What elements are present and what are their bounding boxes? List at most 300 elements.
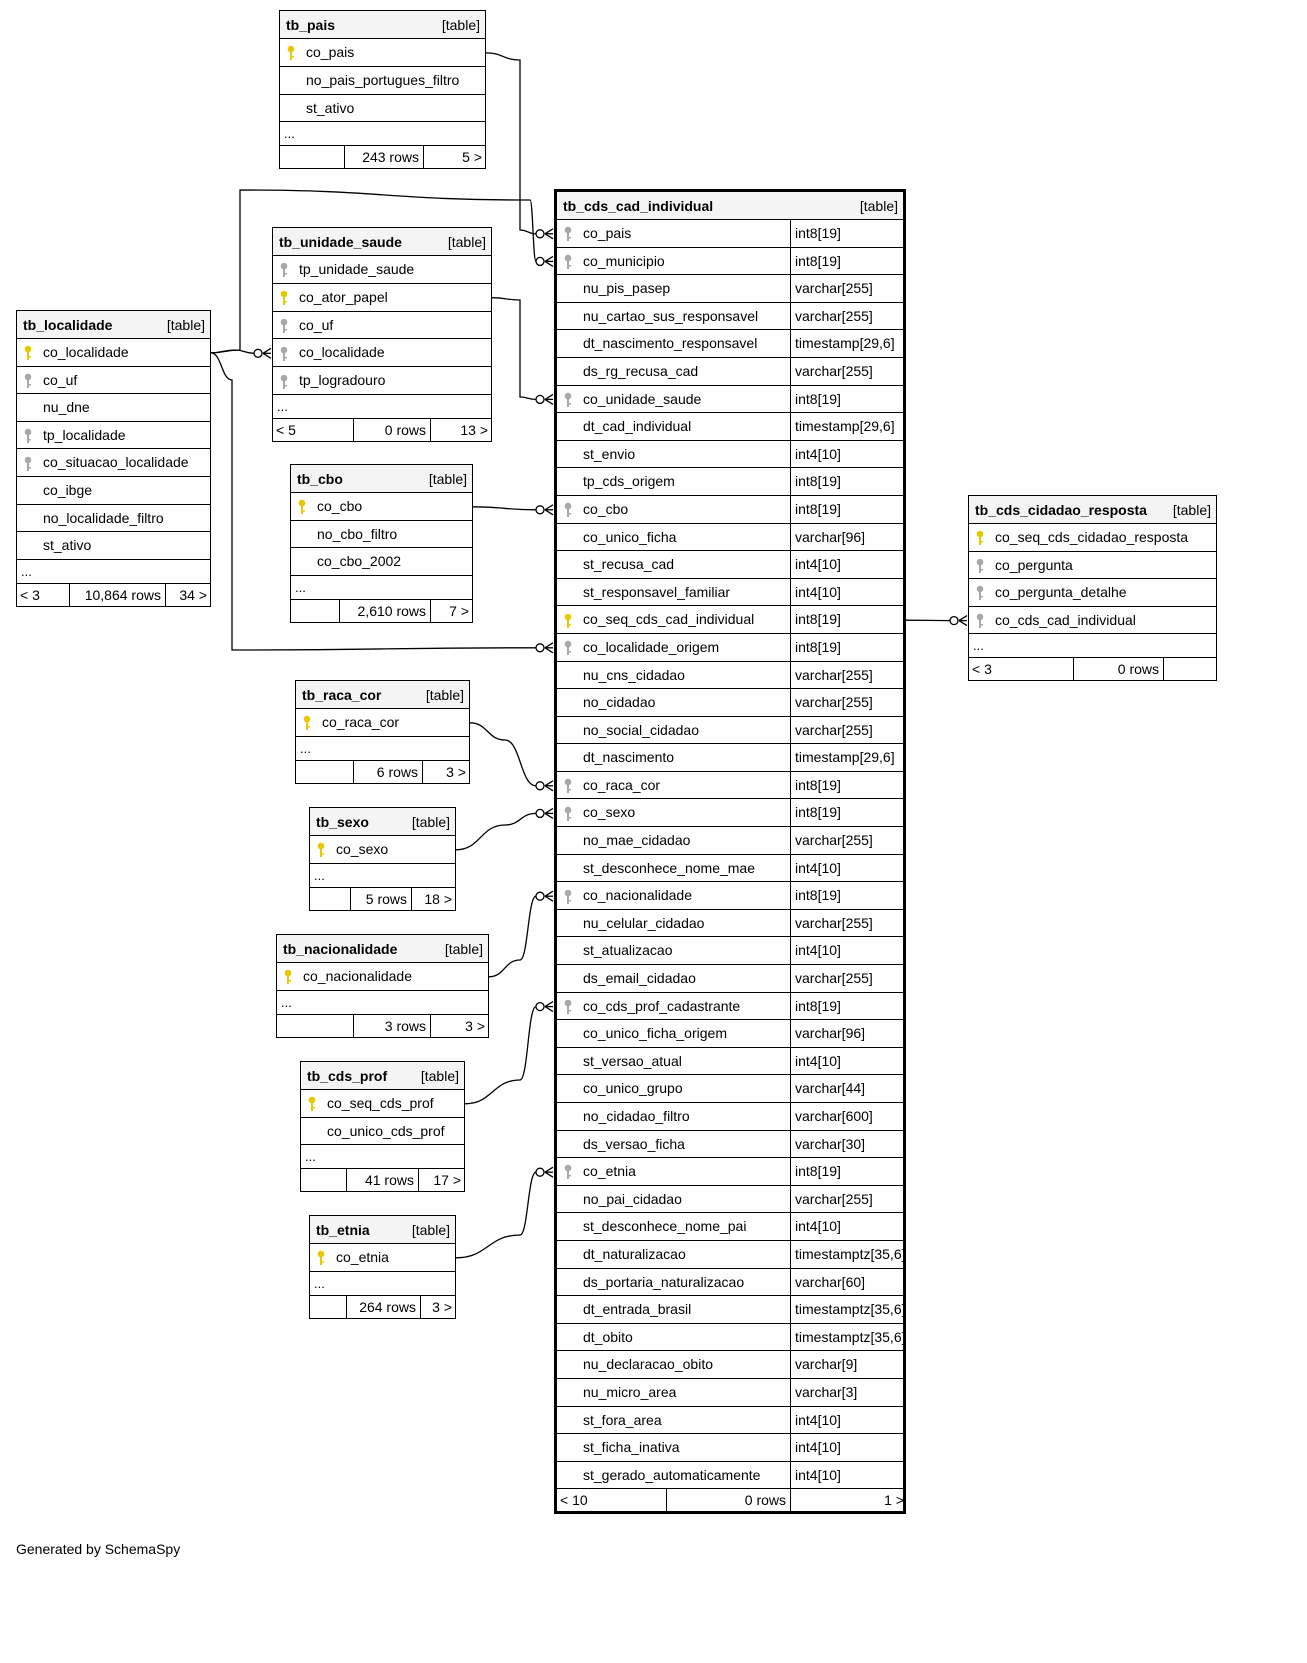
table-type-tag: [table] <box>441 17 480 33</box>
column-name: co_etnia <box>336 1249 389 1265</box>
column-row[interactable] <box>291 521 472 549</box>
column-name: co_seq_cds_cad_individual <box>583 611 755 628</box>
column-name: co_cbo <box>583 500 629 517</box>
children-link[interactable]: 18 > <box>411 888 457 910</box>
column-row[interactable] <box>17 532 210 560</box>
foreign-key-icon <box>280 261 288 278</box>
column-row[interactable] <box>557 468 903 496</box>
column-row[interactable] <box>557 1103 903 1131</box>
column-name: co_uf <box>299 316 334 333</box>
column-name: dt_nascimento_responsavel <box>583 335 758 352</box>
column-row[interactable] <box>557 1296 906 1324</box>
more-columns[interactable] <box>277 991 488 1015</box>
column-row[interactable] <box>557 413 903 441</box>
column-name: ds_email_cidadao <box>583 970 696 987</box>
column-row[interactable] <box>291 548 472 576</box>
primary-key-icon <box>303 714 311 731</box>
table-tb-localidade[interactable] <box>16 310 211 607</box>
column-name: tp_localidade <box>43 426 126 443</box>
column-type: varchar[255] <box>790 358 873 385</box>
column-row[interactable] <box>557 634 903 662</box>
crows-foot-icon <box>536 229 553 239</box>
column-row[interactable] <box>273 256 491 284</box>
column-row[interactable] <box>969 579 1216 607</box>
column-name: co_localidade_origem <box>583 638 720 655</box>
ellipsis: ... <box>305 1149 316 1165</box>
column-row[interactable] <box>557 303 903 331</box>
column-row[interactable] <box>273 367 491 395</box>
column-row[interactable] <box>557 772 903 800</box>
table-tb-raca-cor[interactable] <box>295 680 470 784</box>
column-name: nu_cns_cidadao <box>583 666 685 683</box>
column-row[interactable] <box>557 1186 903 1214</box>
column-name: co_uf <box>43 371 78 388</box>
parents-link[interactable] <box>291 600 339 622</box>
column-row[interactable] <box>557 937 903 965</box>
column-name: co_seq_cds_prof <box>327 1095 434 1111</box>
column-type: varchar[255] <box>790 965 873 992</box>
children-link[interactable] <box>1163 658 1218 680</box>
column-row[interactable] <box>557 1241 906 1269</box>
column-name: co_raca_cor <box>583 776 661 793</box>
column-type: varchar[9] <box>790 1351 857 1378</box>
children-link[interactable]: 5 > <box>423 146 487 168</box>
column-name: co_cbo_2002 <box>317 553 402 570</box>
column-name: ds_portaria_naturalizacao <box>583 1273 745 1290</box>
table-name[interactable]: tb_cds_prof <box>307 1068 388 1084</box>
table-type-tag: [table] <box>428 471 467 487</box>
column-name: no_mae_cidadao <box>583 832 691 849</box>
table-name[interactable]: tb_cds_cad_individual <box>563 198 714 214</box>
children-link[interactable]: 17 > <box>418 1169 466 1191</box>
column-row[interactable] <box>557 882 903 910</box>
table-footer <box>557 1489 903 1511</box>
primary-key-icon <box>317 1249 325 1266</box>
table-type-tag: [table] <box>444 941 483 957</box>
column-row[interactable] <box>557 1075 903 1103</box>
column-row[interactable] <box>280 95 485 123</box>
column-row[interactable] <box>969 552 1216 580</box>
column-row[interactable] <box>557 827 903 855</box>
relationship-line <box>456 813 536 849</box>
column-type: timestamptz[35,6] <box>790 1324 906 1351</box>
column-row[interactable] <box>17 367 210 395</box>
column-row[interactable] <box>310 836 455 864</box>
ellipsis: ... <box>973 638 984 654</box>
column-name: co_localidade <box>43 344 129 360</box>
foreign-key-icon <box>564 225 572 242</box>
crows-foot-icon <box>536 643 553 653</box>
column-name: no_cidadao <box>583 694 656 711</box>
column-row[interactable] <box>557 1379 903 1407</box>
column-name: dt_naturalizacao <box>583 1245 686 1262</box>
table-header <box>280 11 485 39</box>
ellipsis: ... <box>277 398 288 414</box>
column-row[interactable] <box>557 606 903 634</box>
column-type: timestamp[29,6] <box>790 330 895 357</box>
ellipsis: ... <box>281 994 292 1010</box>
column-name: dt_nascimento <box>583 749 675 766</box>
more-columns[interactable] <box>273 395 491 419</box>
row-count: 41 rows <box>346 1169 418 1191</box>
table-name[interactable]: tb_unidade_saude <box>279 234 402 250</box>
column-name: no_cbo_filtro <box>317 525 398 542</box>
crows-foot-icon <box>536 808 553 818</box>
column-type: timestamp[29,6] <box>790 744 895 771</box>
column-row[interactable] <box>557 689 903 717</box>
crows-foot-icon <box>950 616 967 626</box>
column-type: int8[19] <box>790 772 841 799</box>
column-row[interactable] <box>273 284 491 312</box>
relationship-line <box>211 350 254 353</box>
table-tb-cds-cidadao-resposta[interactable] <box>968 495 1217 681</box>
row-count: 0 rows <box>353 419 430 441</box>
column-row[interactable] <box>557 910 903 938</box>
primary-key-icon <box>308 1095 316 1112</box>
row-count: 2,610 rows <box>339 600 430 622</box>
children-link[interactable]: 7 > <box>430 600 474 622</box>
table-name[interactable]: tb_raca_cor <box>302 687 382 703</box>
crows-foot-icon <box>254 348 271 358</box>
column-row[interactable] <box>557 993 903 1021</box>
parents-link[interactable] <box>277 1015 353 1037</box>
column-type: timestamptz[35,6] <box>790 1296 906 1323</box>
column-row[interactable] <box>273 312 491 340</box>
column-row[interactable] <box>557 1020 903 1048</box>
parents-link[interactable] <box>310 1296 346 1318</box>
column-row[interactable] <box>17 339 210 367</box>
table-name[interactable]: tb_etnia <box>316 1222 370 1238</box>
column-row[interactable] <box>557 1158 903 1186</box>
primary-key-icon <box>317 841 325 858</box>
parents-link[interactable]: < 3 <box>972 661 992 678</box>
column-row[interactable] <box>296 709 469 737</box>
column-row[interactable] <box>557 248 903 276</box>
column-type: int8[19] <box>790 386 841 413</box>
primary-key-icon <box>284 968 292 985</box>
column-name: co_pergunta_detalhe <box>995 584 1127 601</box>
children-link[interactable]: 3 > <box>420 1296 457 1318</box>
column-name: co_ator_papel <box>299 288 388 305</box>
column-row[interactable] <box>557 799 903 827</box>
table-tb-cbo[interactable] <box>290 464 473 623</box>
parents-link[interactable]: < 10 <box>560 1492 588 1509</box>
column-type: int8[19] <box>790 220 841 247</box>
column-row[interactable] <box>557 1407 903 1435</box>
column-type: int4[10] <box>790 551 841 578</box>
ellipsis: ... <box>300 740 311 756</box>
table-type-tag: [table] <box>166 317 205 333</box>
primary-key-icon <box>287 44 295 61</box>
column-row[interactable] <box>969 524 1216 552</box>
column-row[interactable] <box>557 717 903 745</box>
parents-link[interactable] <box>280 146 344 168</box>
column-type: varchar[30] <box>790 1131 865 1158</box>
column-name: no_localidade_filtro <box>43 509 164 526</box>
relationship-line <box>473 507 536 510</box>
column-type: int4[10] <box>790 1213 841 1240</box>
column-type: int4[10] <box>790 937 841 964</box>
column-row[interactable] <box>557 551 903 579</box>
more-columns[interactable] <box>17 560 210 584</box>
foreign-key-icon <box>280 317 288 334</box>
column-row[interactable] <box>557 1462 903 1490</box>
column-name: co_pais <box>306 44 355 60</box>
table-footer <box>296 761 469 783</box>
table-footer <box>291 600 472 622</box>
column-row[interactable] <box>557 358 903 386</box>
column-name: co_unico_ficha_origem <box>583 1025 727 1042</box>
column-type: varchar[255] <box>790 717 873 744</box>
column-type: int8[19] <box>790 882 841 909</box>
parents-link[interactable] <box>296 761 353 783</box>
column-name: co_unico_cds_prof <box>327 1122 445 1139</box>
row-count: 0 rows <box>1073 658 1163 680</box>
foreign-key-icon <box>280 373 288 390</box>
column-type: varchar[255] <box>790 275 873 302</box>
foreign-key-icon <box>564 639 572 656</box>
column-row[interactable] <box>17 477 210 505</box>
column-type: int4[10] <box>790 855 841 882</box>
table-footer <box>969 658 1216 680</box>
table-tb-pais[interactable] <box>279 10 486 169</box>
column-row[interactable] <box>557 1434 903 1462</box>
column-row[interactable] <box>557 330 903 358</box>
primary-key-icon <box>280 289 288 306</box>
table-name[interactable]: tb_cbo <box>297 471 343 487</box>
table-tb-nacionalidade[interactable] <box>276 934 489 1038</box>
column-row[interactable] <box>969 607 1216 635</box>
ellipsis: ... <box>314 867 325 883</box>
relationship-line <box>489 896 536 977</box>
column-row[interactable] <box>557 1213 903 1241</box>
relationship-line <box>456 1172 536 1258</box>
parents-link[interactable]: < 3 <box>20 586 40 603</box>
column-name: st_ativo <box>306 99 355 116</box>
table-footer <box>280 146 485 168</box>
crows-foot-icon <box>536 505 553 515</box>
column-row[interactable] <box>557 1269 903 1297</box>
column-row[interactable] <box>17 394 210 422</box>
column-row[interactable] <box>557 1131 903 1159</box>
column-name: co_pergunta <box>995 556 1073 573</box>
column-name: co_cds_prof_cadastrante <box>583 997 741 1014</box>
column-name: dt_cad_individual <box>583 418 692 435</box>
table-type-tag: [table] <box>425 687 464 703</box>
table-footer <box>301 1169 464 1191</box>
column-type: int8[19] <box>790 993 841 1020</box>
column-name: st_envio <box>583 445 636 462</box>
foreign-key-icon <box>976 557 984 574</box>
column-type: int8[19] <box>790 248 841 275</box>
table-name[interactable]: tb_sexo <box>316 814 369 830</box>
column-row[interactable] <box>301 1118 464 1146</box>
column-name: co_cbo <box>317 498 363 514</box>
column-row[interactable] <box>280 67 485 95</box>
column-row[interactable] <box>557 1351 903 1379</box>
crows-foot-icon <box>536 891 553 901</box>
column-row[interactable] <box>17 422 210 450</box>
crows-foot-icon <box>536 256 553 266</box>
foreign-key-icon <box>24 455 32 472</box>
table-footer <box>310 888 455 910</box>
column-name: co_raca_cor <box>322 714 400 730</box>
column-row[interactable] <box>557 662 903 690</box>
column-row[interactable] <box>557 496 903 524</box>
column-type: varchar[60] <box>790 1269 865 1296</box>
column-row[interactable] <box>557 1324 906 1352</box>
table-tb-unidade-saude[interactable] <box>272 227 492 442</box>
table-footer <box>277 1015 488 1037</box>
column-row[interactable] <box>280 39 485 67</box>
parents-link[interactable]: < 5 <box>276 421 296 438</box>
column-row[interactable] <box>557 441 903 469</box>
column-type: varchar[255] <box>790 662 873 689</box>
children-link[interactable]: 3 > <box>430 1015 490 1037</box>
relationship-line <box>486 53 536 234</box>
table-footer <box>17 584 210 606</box>
row-count: 10,864 rows <box>69 584 165 606</box>
column-row[interactable] <box>291 493 472 521</box>
primary-key-icon <box>976 529 984 546</box>
column-row[interactable] <box>301 1090 464 1118</box>
column-type: timestamp[29,6] <box>790 413 895 440</box>
column-row[interactable] <box>557 524 903 552</box>
column-type: int4[10] <box>790 1048 841 1075</box>
table-tb-etnia[interactable] <box>309 1215 456 1319</box>
column-name: nu_declaracao_obito <box>583 1356 713 1373</box>
column-type: varchar[96] <box>790 524 865 551</box>
ellipsis: ... <box>284 126 295 142</box>
foreign-key-icon <box>280 345 288 362</box>
column-row[interactable] <box>310 1244 455 1272</box>
column-type: varchar[255] <box>790 303 873 330</box>
column-name: st_responsavel_familiar <box>583 583 731 600</box>
column-type: int8[19] <box>790 799 841 826</box>
row-count: 6 rows <box>353 761 422 783</box>
column-name: st_fora_area <box>583 1411 662 1428</box>
column-row[interactable] <box>557 965 903 993</box>
table-type-tag: [table] <box>420 1068 459 1084</box>
table-header <box>273 228 491 256</box>
parents-link[interactable] <box>301 1169 346 1191</box>
more-columns[interactable] <box>310 1272 455 1296</box>
table-header <box>291 465 472 493</box>
table-name[interactable]: tb_pais <box>286 17 336 33</box>
crows-foot-icon <box>536 781 553 791</box>
column-type: varchar[255] <box>790 689 873 716</box>
foreign-key-icon <box>564 391 572 408</box>
column-type: varchar[44] <box>790 1075 865 1102</box>
column-row[interactable] <box>273 339 491 367</box>
table-type-tag: [table] <box>1172 502 1211 518</box>
table-header <box>296 681 469 709</box>
column-type: int4[10] <box>790 441 841 468</box>
more-columns[interactable] <box>291 576 472 600</box>
column-type: int8[19] <box>790 468 841 495</box>
column-name: dt_obito <box>583 1328 633 1345</box>
column-row[interactable] <box>17 449 210 477</box>
table-tb-sexo[interactable] <box>309 807 456 911</box>
column-name: co_situacao_localidade <box>43 454 189 471</box>
column-type: int8[19] <box>790 496 841 523</box>
column-name: dt_entrada_brasil <box>583 1301 692 1318</box>
relationship-line <box>470 723 536 786</box>
column-name: co_nacionalidade <box>303 968 412 984</box>
column-type: int4[10] <box>790 579 841 606</box>
more-columns[interactable] <box>296 737 469 761</box>
primary-key-icon <box>564 612 572 629</box>
children-link[interactable]: 3 > <box>422 761 471 783</box>
column-name: co_ibge <box>43 481 93 498</box>
table-tb-cds-prof[interactable] <box>300 1061 465 1192</box>
column-name: st_recusa_cad <box>583 556 675 573</box>
column-name: nu_cartao_sus_responsavel <box>583 307 759 324</box>
row-count: 5 rows <box>350 888 411 910</box>
generator-credit: Generated by SchemaSpy <box>16 1541 181 1557</box>
foreign-key-icon <box>564 805 572 822</box>
children-link[interactable]: 34 > <box>165 584 212 606</box>
more-columns[interactable] <box>280 122 485 146</box>
more-columns[interactable] <box>301 1145 464 1169</box>
column-row[interactable] <box>557 220 903 248</box>
column-name: tp_unidade_saude <box>299 261 415 277</box>
table-header <box>301 1062 464 1090</box>
table-name[interactable]: tb_cds_cidadao_resposta <box>975 502 1147 518</box>
table-footer <box>273 419 491 441</box>
table-tb-cds-cad-individual[interactable] <box>554 189 906 1514</box>
more-columns[interactable] <box>969 634 1216 658</box>
column-row[interactable] <box>557 579 903 607</box>
column-type: int8[19] <box>790 634 841 661</box>
column-row[interactable] <box>17 505 210 533</box>
table-header <box>969 496 1216 524</box>
column-name: st_gerado_automaticamente <box>583 1466 761 1483</box>
column-name: st_atualizacao <box>583 942 673 959</box>
column-name: co_unidade_saude <box>583 390 702 407</box>
foreign-key-icon <box>564 888 572 905</box>
foreign-key-icon <box>976 612 984 629</box>
children-link[interactable]: 1 > <box>790 1489 909 1511</box>
column-type: int8[19] <box>790 606 841 633</box>
table-name[interactable]: tb_nacionalidade <box>283 941 398 957</box>
ellipsis: ... <box>295 579 306 595</box>
column-name: tp_logradouro <box>299 372 386 389</box>
column-name: co_seq_cds_cidadao_resposta <box>995 529 1189 545</box>
column-row[interactable] <box>557 1048 903 1076</box>
column-row[interactable] <box>557 275 903 303</box>
column-name: nu_micro_area <box>583 1383 677 1400</box>
column-type: varchar[600] <box>790 1103 873 1130</box>
children-link[interactable]: 13 > <box>430 419 493 441</box>
column-type: int8[19] <box>790 1158 841 1185</box>
column-name: co_etnia <box>583 1163 636 1180</box>
column-row[interactable] <box>557 386 903 414</box>
column-row[interactable] <box>557 855 903 883</box>
table-type-tag: [table] <box>447 234 486 250</box>
more-columns[interactable] <box>310 864 455 888</box>
table-header <box>277 935 488 963</box>
column-type: varchar[96] <box>790 1020 865 1047</box>
column-row[interactable] <box>277 963 488 991</box>
table-name[interactable]: tb_localidade <box>23 317 113 333</box>
column-name: co_unico_ficha <box>583 528 677 545</box>
column-name: no_pai_cidadao <box>583 1190 682 1207</box>
column-type: int4[10] <box>790 1462 841 1489</box>
parents-link[interactable] <box>310 888 350 910</box>
column-row[interactable] <box>557 744 903 772</box>
column-type: int4[10] <box>790 1434 841 1461</box>
